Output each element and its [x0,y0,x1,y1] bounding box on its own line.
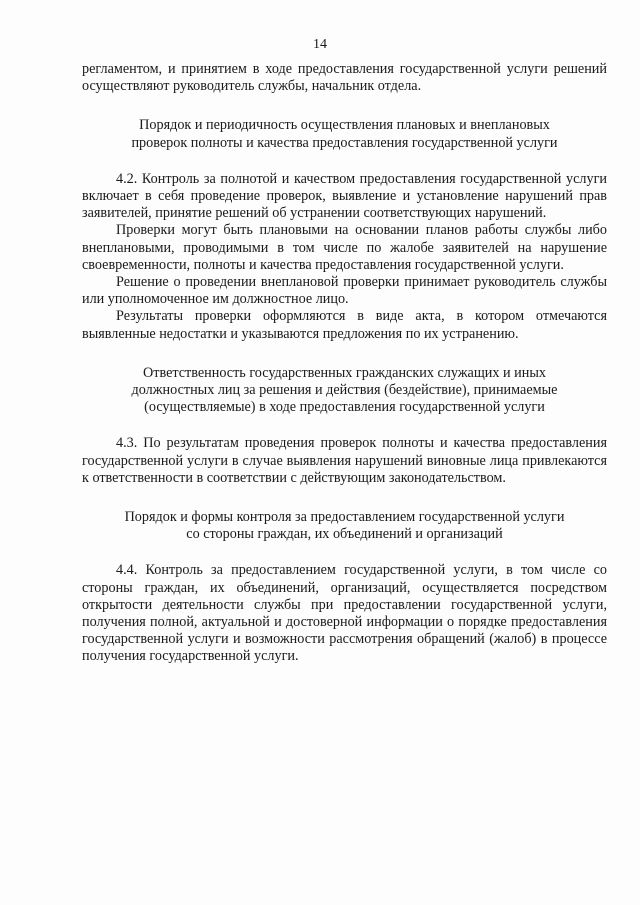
paragraph-inspection-types: Проверки могут быть плановыми на основании планов работы службы либо внеплановыми, проводимыми в том числе по жалобе заявителей на нарушение своевременности, полноты и качества предоставления государственной услуги. [82,222,607,273]
page-number: 14 [313,37,327,52]
page-content [82,61,607,666]
paragraph-4-3: 4.3. По результатам проведения проверок полноты и качества предоставления государственной услуги в случае выявления нарушений виновные лица привлекаются к ответственности в соответствии с действующим законодательством. [82,435,607,486]
section-heading-public-control: Порядок и формы контроля за предоставлением государственной услуги со стороны граждан, их объединений и организаций [124,509,565,543]
section-heading-inspections: Порядок и периодичность осуществления плановых и внеплановых проверок полноты и качества предоставления государственной услуги [131,117,558,151]
paragraph-inspection-results: Результаты проверки оформляются в виде акта, в котором отмечаются выявленные недостатки и указываются предложения по их устранению. [82,308,607,342]
paragraph-continued: регламентом, и принятием в ходе предоставления государственной услуги решений осуществляют руководитель службы, начальник отдела. [82,61,607,95]
section-heading-responsibility: Ответственность государственных гражданских служащих и иных должностных лиц за решения и действия (бездействие), принимаемые (осуществляемые) в ходе предоставления государственной услуги [131,364,558,416]
paragraph-4-4: 4.4. Контроль за предоставлением государственной услуги, в том числе со стороны граждан, их объединений, организаций, осуществляется посредством открытости деятельности службы при предоставлении государственной услуги, получения полной, актуальной и достоверной информации о порядке предоставления государственной услуги и возможности рассмотрения обращений (жалоб) в процессе получения государственной услуги. [82,562,607,665]
paragraph-4-2: 4.2. Контроль за полнотой и качеством предоставления государственной услуги включает в себя проведение проверок, выявление и установление нарушений прав заявителей, принятие решений об устранении соответствующих нарушений. [82,170,607,222]
paragraph-unscheduled-decision: Решение о проведении внеплановой проверки принимает руководитель службы или уполномоченное им должностное лицо. [82,274,607,308]
